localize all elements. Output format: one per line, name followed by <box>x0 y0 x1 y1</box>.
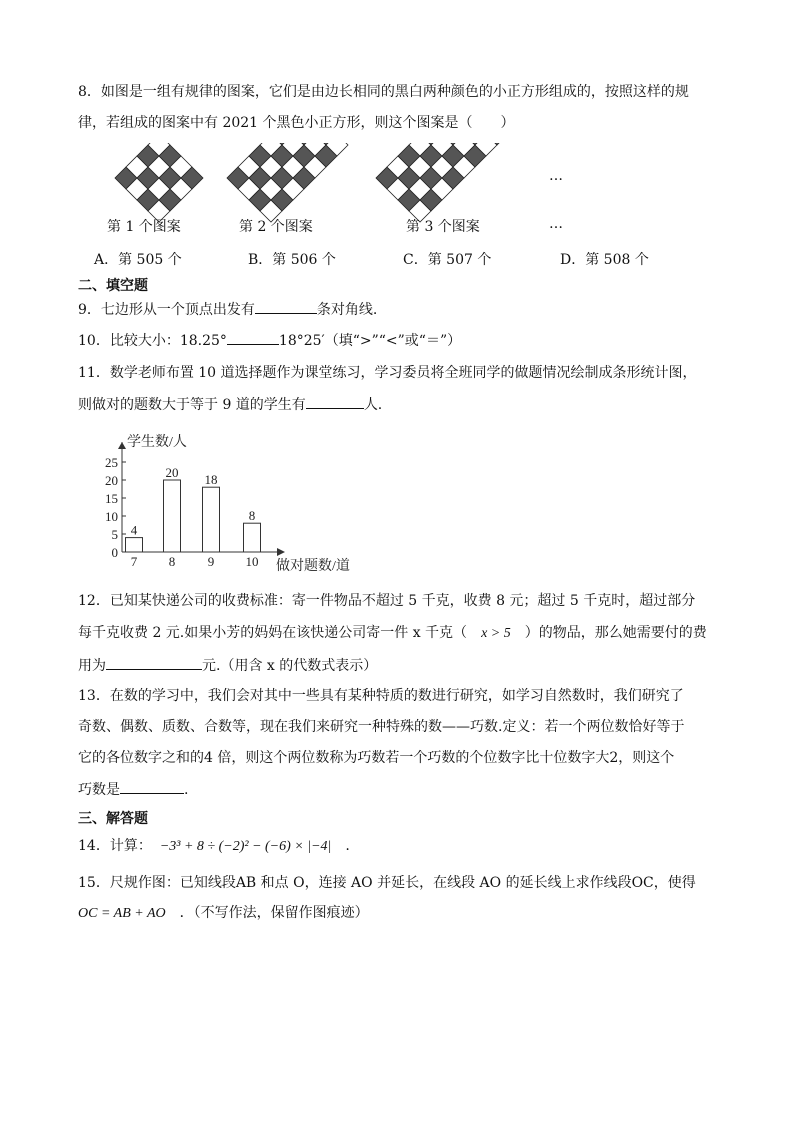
q15-line1: 15．尺规作图：已知线段AB 和点 O，连接 AO 并延长，在线段 AO 的延长线上求作线段OC，使得 <box>78 875 696 891</box>
section-solve-title: 三、解答题 <box>78 811 148 827</box>
q12-line1: 12．已知某快递公司的收费标准：寄一件物品不超过 5 千克，收费 8 元；超过 5 千克时，超过部分 <box>78 593 696 609</box>
data-label: 4 <box>130 522 138 538</box>
q10-prefix: 10．比较大小：18.25° <box>78 333 227 349</box>
q13-suffix: . <box>184 782 189 798</box>
y-tick-label: 15 <box>105 491 118 506</box>
q8-line2: 律，若组成的图案中有 2021 个黑色小正方形，则这个图案是（ ） <box>78 115 515 131</box>
option-d: D．第 508 个 <box>560 252 649 268</box>
data-label: 8 <box>248 508 256 524</box>
y-tick-label: 5 <box>111 527 118 542</box>
x-axis-label: 做对题数/道 <box>276 559 350 574</box>
q12-line2 <box>78 623 707 644</box>
q9-blank[interactable] <box>255 299 317 314</box>
option-c: C．第 507 个 <box>403 252 492 268</box>
x-tick-label: 10 <box>245 554 259 569</box>
pattern-3 <box>376 143 530 222</box>
bar-chart <box>80 428 380 588</box>
x-axis-arrow <box>277 548 285 556</box>
y-axis-arrow <box>118 442 126 449</box>
ellipsis-top: … <box>549 168 563 184</box>
data-label: 18 <box>204 472 218 488</box>
pattern-1 <box>115 143 203 222</box>
q12-line2-prefix: 每千克收费 2 元.如果小芳的妈妈在该快递公司寄一件 x 千克（ <box>78 625 468 641</box>
ellipsis-bottom: … <box>549 216 563 232</box>
q13-prefix: 巧数是 <box>78 782 120 798</box>
y-tick-label: 10 <box>105 509 118 524</box>
x-tick-label: 9 <box>207 554 215 569</box>
q12-line3-suffix: 元.（用含 x 的代数式表示） <box>202 658 378 674</box>
q12-condition: x > 5 <box>481 626 511 641</box>
x-tick-label: 8 <box>168 554 176 569</box>
q11-prefix: 则做对的题数大于等于 9 道的学生有 <box>78 397 306 413</box>
q11-suffix: 人. <box>363 397 383 413</box>
q14 <box>78 836 350 857</box>
q15-line2 <box>78 903 369 924</box>
q11-line1: 11．数学老师布置 10 道选择题作为课堂练习，学习委员将全班同学的做题情况绘制成条形统计图， <box>78 365 697 381</box>
q10-blank[interactable] <box>227 330 279 345</box>
bar-9 <box>203 487 220 552</box>
q11-blank[interactable] <box>306 394 364 409</box>
q12-line3 <box>78 655 377 676</box>
q14-prefix: 14．计算： <box>78 838 152 854</box>
data-label: 20 <box>165 465 179 480</box>
q13-blank[interactable] <box>120 779 184 794</box>
q11-line2 <box>78 394 382 415</box>
q9 <box>78 299 377 320</box>
bar-8 <box>164 480 181 552</box>
figure-3-caption: 第 3 个图案 <box>406 219 480 235</box>
figure-2-caption: 第 2 个图案 <box>239 219 313 235</box>
q10 <box>78 330 461 351</box>
x-tick-label: 7 <box>130 554 138 569</box>
q12-line2-suffix: ）的物品，那么她需要付的费 <box>524 625 707 641</box>
bar-10 <box>244 523 261 552</box>
q12-line3-prefix: 用为 <box>78 658 106 674</box>
option-a: A．第 505 个 <box>94 252 182 268</box>
pattern-figures <box>0 143 794 223</box>
figure-1-caption: 第 1 个图案 <box>107 219 181 235</box>
y-tick-label: 0 <box>111 545 118 560</box>
option-b: B．第 506 个 <box>248 252 336 268</box>
pattern-2 <box>227 143 348 222</box>
q13-line3: 它的各位数字之和的4 倍，则这个两位数称为巧数若一个巧数的个位数字比十位数字大2，则这个 <box>78 750 675 766</box>
q8-line1: 8．如图是一组有规律的图案，它们是由边长相同的黑白两种颜色的小正方形组成的，按照这样的规 <box>78 84 689 100</box>
q9-suffix: 条对角线. <box>316 302 378 318</box>
q13-line1: 13．在数的学习中，我们会对其中一些具有某种特质的数进行研究，如学习自然数时，我们研究了 <box>78 688 684 704</box>
q14-suffix: . <box>345 838 350 854</box>
y-axis-label: 学生数/人 <box>127 435 187 450</box>
q15-equation: OC = AB + AO <box>78 906 166 921</box>
y-tick-label: 25 <box>105 455 118 470</box>
q10-suffix: 18°25′（填“>”“<”或“＝”） <box>278 333 462 349</box>
q13-line4 <box>78 779 188 800</box>
y-tick-label: 20 <box>105 473 118 488</box>
q9-prefix: 9．七边形从一个顶点出发有 <box>78 302 255 318</box>
q13-line2: 奇数、偶数、质数、合数等，现在我们来研究一种特殊的数——巧数.定义：若一个两位数恰好等于 <box>78 719 685 735</box>
q12-blank[interactable] <box>106 655 202 670</box>
section-fill-in-title: 二、填空题 <box>78 278 148 294</box>
q14-expression: −3³ + 8 ÷ (−2)² − (−6) × |−4| <box>159 839 332 854</box>
bar-7 <box>126 538 143 552</box>
q15-line2-suffix: ．（不写作法，保留作图痕迹） <box>179 905 369 921</box>
